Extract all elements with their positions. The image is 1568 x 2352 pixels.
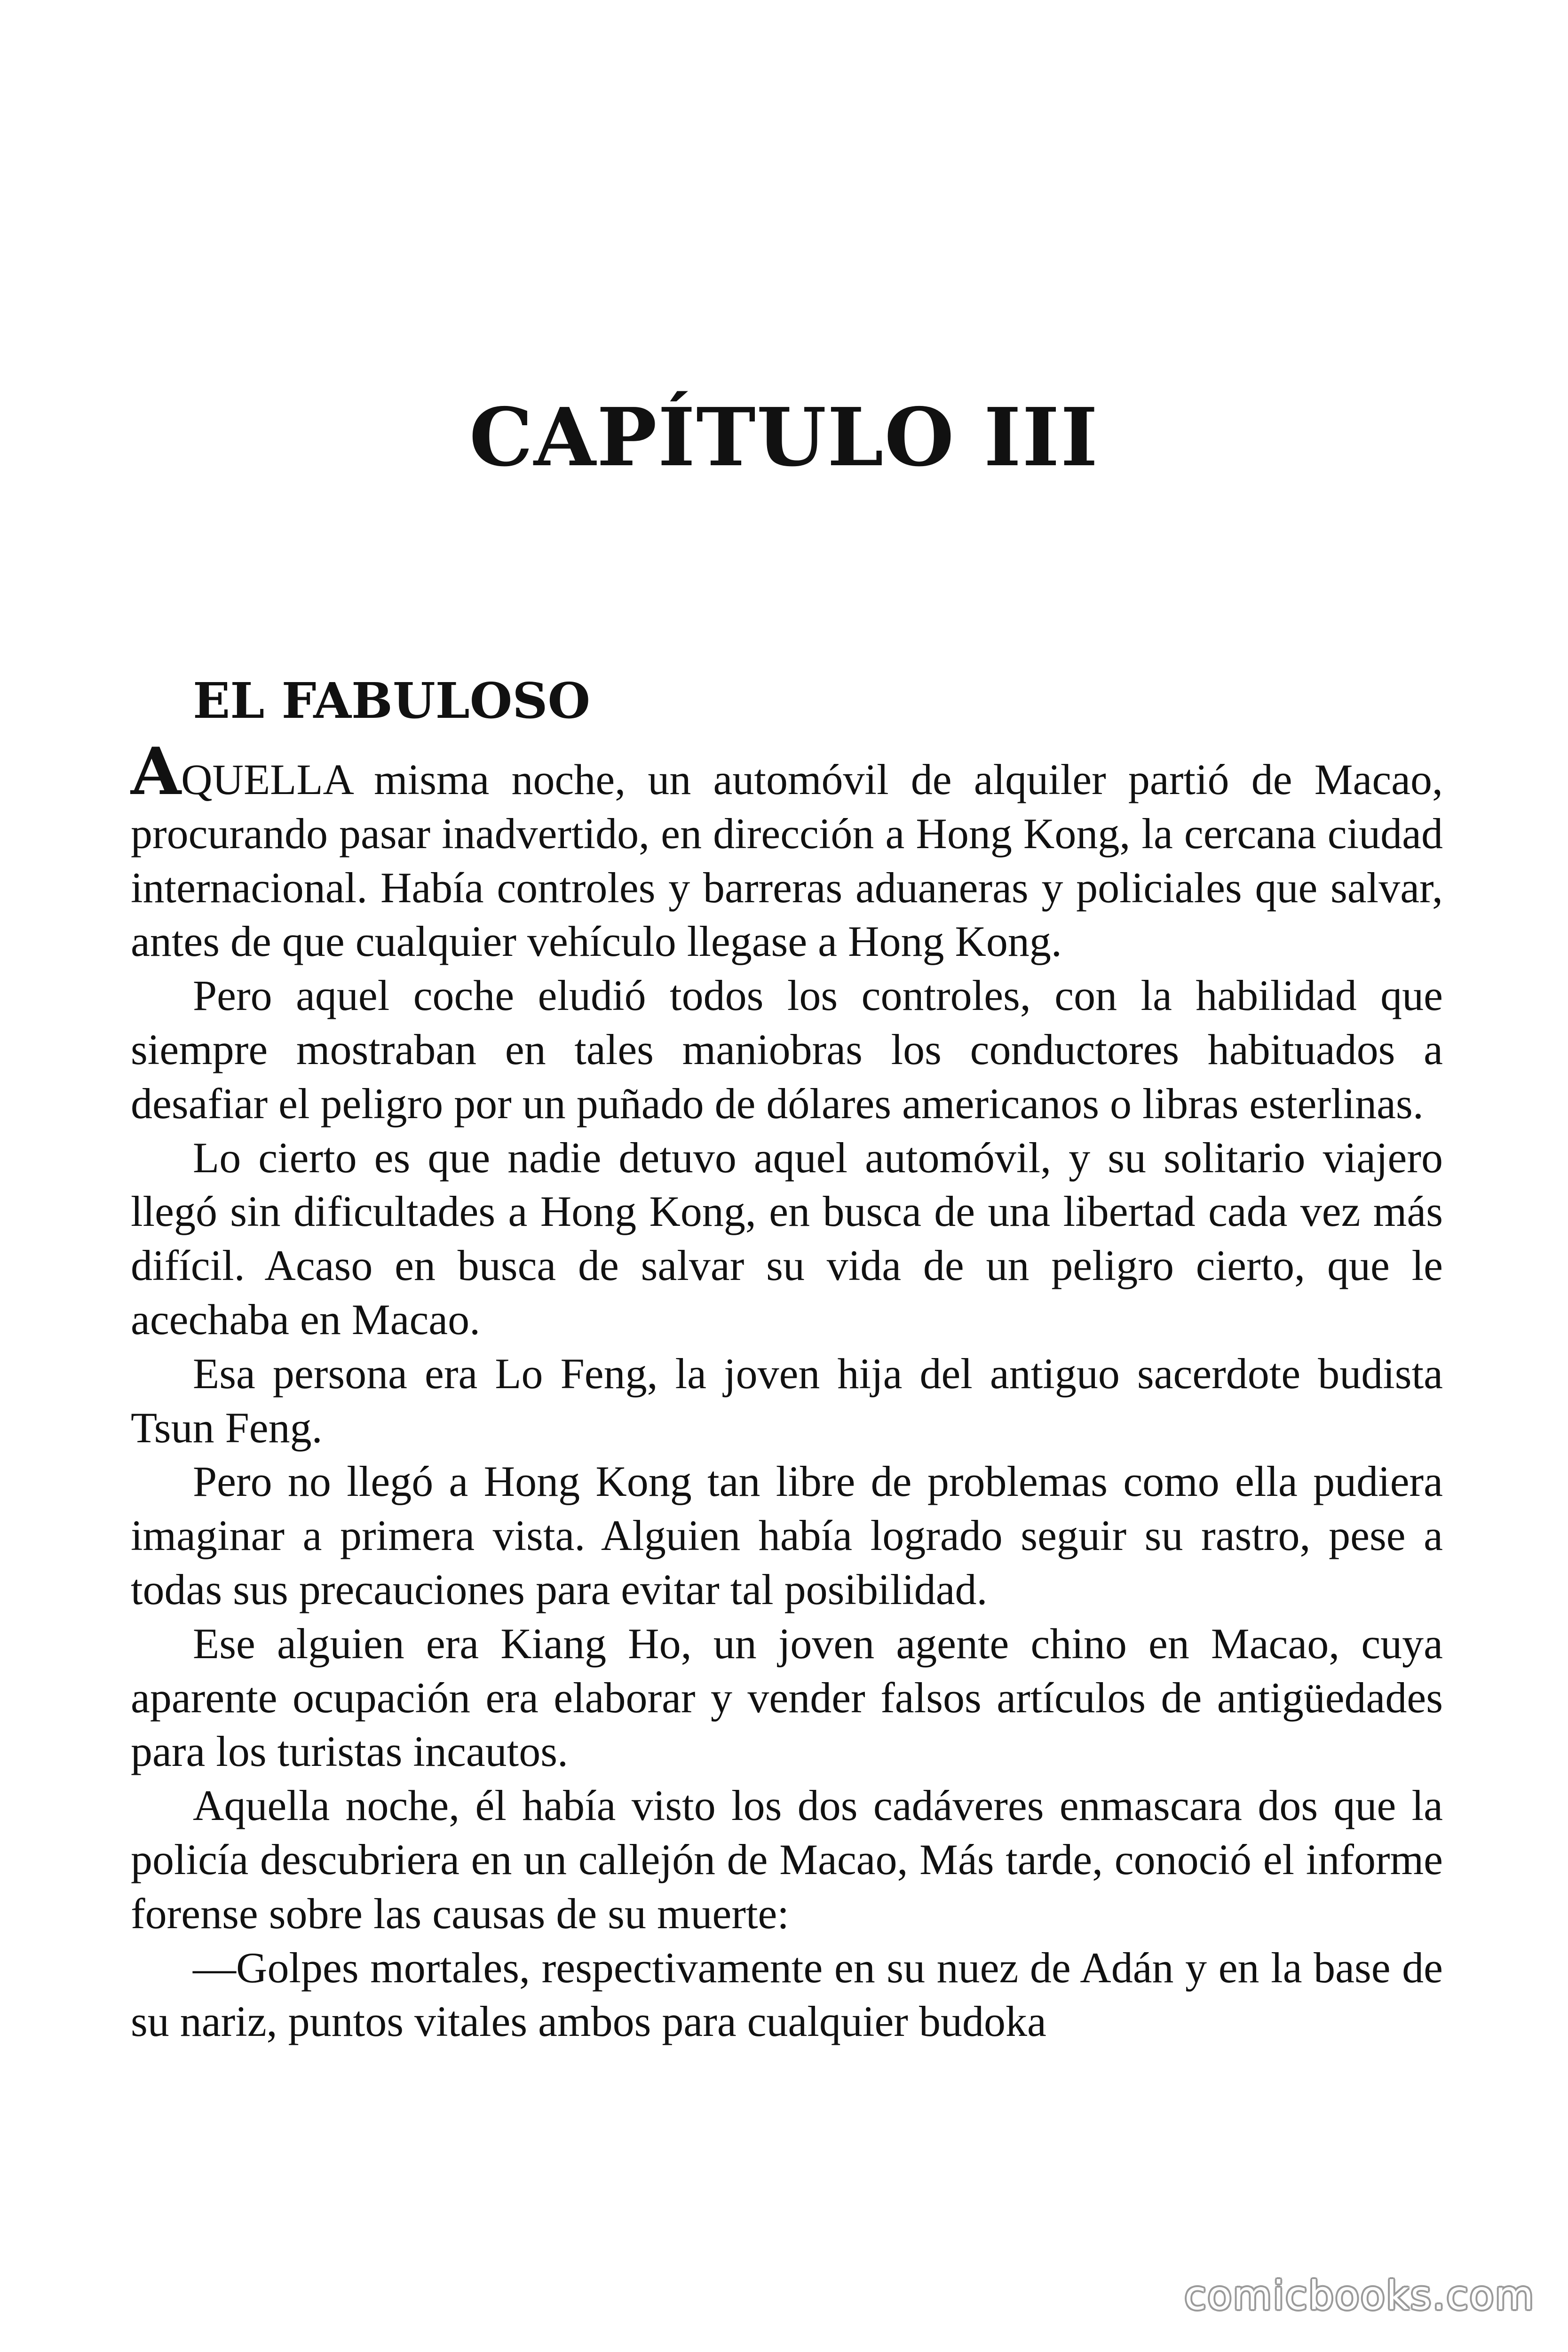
- paragraph-4: Esa persona era Lo Feng, la joven hija del antiguo sacerdote budista Tsun Feng.: [131, 1349, 1443, 1452]
- paragraph-6: Ese alguien era Kiang Ho, un joven agente chino en Macao, cuya aparente ocupación era elaborar y vender falsos artículos de antigüedades para los turistas incautos.: [131, 1619, 1443, 1776]
- paragraph-5: Pero no llegó a Hong Kong tan libre de problemas como ella pudiera imaginar a primera vista. Alguien había logrado seguir su rastro, pese a todas sus precauciones para evitar tal posibilidad.: [131, 1457, 1443, 1613]
- paragraph-1-text: QUELLA misma noche, un automóvil de alquiler partió de Macao, procurando pasar inadvertido, en dirección a Hong Kong, la cercana ciudad internacional. Había controles y barreras aduaneras y policiales que salvar, antes de que cualquier vehículo llegase a Hong Kong.: [131, 755, 1443, 966]
- watermark: comicbooks.com: [1184, 2273, 1535, 2319]
- paragraph-1: [131, 733, 1443, 969]
- paragraph-3: Lo cierto es que nadie detuvo aquel automóvil, y su solitario viajero llegó sin dificultades a Hong Kong, en busca de una libertad cada vez más difícil. Acaso en busca de salvar su vida de un peligro cierto, que le acechaba en Macao.: [131, 1133, 1443, 1343]
- paragraph-8: —Golpes mortales, respectivamente en su nuez de Adán y en la base de su nariz, puntos vitales ambos para cualquier budoka: [131, 1943, 1443, 2046]
- paragraph-2: Pero aquel coche eludió todos los controles, con la habilidad que siempre mostraban en tales maniobras los conductores habituados a desafiar el peligro por un puñado de dólares americanos o libras esterlinas.: [131, 971, 1443, 1128]
- drop-initial: A: [131, 733, 182, 810]
- paragraph-7: Aquella noche, él había visto los dos cadáveres enmascara dos que la policía descubriera en un callejón de Macao, Más tarde, conoció el informe forense sobre las causas de su muerte:: [131, 1781, 1443, 1938]
- chapter-title: CAPÍTULO III: [469, 390, 1099, 485]
- body-text: [131, 733, 1443, 2049]
- section-title: EL FABULOSO: [193, 672, 591, 730]
